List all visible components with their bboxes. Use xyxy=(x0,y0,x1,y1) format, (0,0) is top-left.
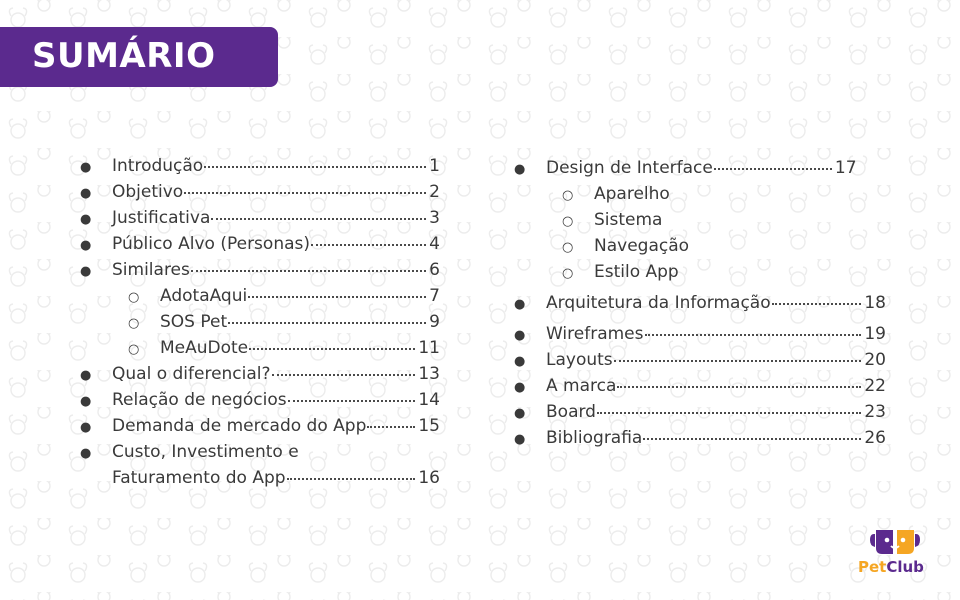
dot-leader xyxy=(228,322,426,324)
dot-leader xyxy=(614,360,862,362)
toc-item-similares[interactable] xyxy=(80,257,440,283)
dot-leader xyxy=(248,296,426,298)
toc-item-layouts[interactable] xyxy=(514,347,886,373)
bullet-icon: ● xyxy=(80,420,92,435)
toc-item-label: Wireframes xyxy=(546,324,644,344)
bullet-icon: ● xyxy=(80,212,92,227)
toc-item-objetivo[interactable] xyxy=(80,179,440,205)
dot-leader xyxy=(367,426,415,428)
dot-leader xyxy=(311,244,426,246)
toc-item-label: Aparelho xyxy=(594,184,670,204)
sub-bullet-icon: ○ xyxy=(128,290,140,305)
dot-leader xyxy=(772,303,862,305)
toc-item-introducao[interactable] xyxy=(80,153,440,179)
sub-bullet-icon: ○ xyxy=(562,214,574,229)
bullet-icon: ● xyxy=(514,354,526,369)
dot-leader xyxy=(204,166,426,168)
dot-leader xyxy=(288,400,416,402)
toc-item-label: Demanda de mercado do App xyxy=(112,416,367,436)
toc-page-number: 13 xyxy=(418,364,440,384)
toc-page-number: 22 xyxy=(864,376,886,396)
toc-item-a-marca[interactable] xyxy=(514,373,886,399)
title-banner xyxy=(0,27,278,87)
bullet-icon: ● xyxy=(80,264,92,279)
toc-page-number: 20 xyxy=(864,350,886,370)
toc-item-publico-alvo[interactable] xyxy=(80,231,440,257)
toc-page-number: 6 xyxy=(429,260,440,280)
toc-item-label: AdotaAqui xyxy=(160,286,248,306)
toc-item-label: Estilo App xyxy=(594,262,679,282)
toc-page-number: 19 xyxy=(864,324,886,344)
toc-item-label: Design de Interface xyxy=(546,158,713,178)
toc-item-label: A marca xyxy=(546,376,617,396)
toc-subitem-aparelho[interactable] xyxy=(514,181,886,207)
page-title: SUMÁRIO xyxy=(32,36,216,76)
toc-subitem-estilo-app[interactable] xyxy=(514,259,886,285)
toc-item-label: SOS Pet xyxy=(160,312,228,332)
dot-leader xyxy=(287,478,416,480)
bullet-icon: ● xyxy=(514,328,526,343)
toc-item-label: Qual o diferencial? xyxy=(112,364,271,384)
toc-page-number: 1 xyxy=(429,156,440,176)
brand-logo-text xyxy=(858,558,924,576)
toc-item-label: Objetivo xyxy=(112,182,184,202)
sub-bullet-icon: ○ xyxy=(562,240,574,255)
dot-leader xyxy=(184,192,426,194)
toc-item-label: Justificativa xyxy=(112,208,211,228)
toc-subitem-sos-pet[interactable] xyxy=(80,309,440,335)
sub-bullet-icon: ○ xyxy=(562,266,574,281)
toc-page-number: 17 xyxy=(834,158,857,178)
dot-leader xyxy=(272,374,416,376)
bullet-icon: ● xyxy=(514,380,526,395)
toc-item-arquitetura[interactable] xyxy=(514,290,886,316)
bullet-icon: ● xyxy=(80,394,92,409)
bullet-icon: ● xyxy=(80,238,92,253)
toc-item-label: Bibliografia xyxy=(546,428,643,448)
dot-leader xyxy=(714,168,832,170)
logo-text-pet: Pet xyxy=(858,558,887,576)
toc-subitem-adotaaqui[interactable] xyxy=(80,283,440,309)
dot-leader xyxy=(643,438,861,440)
toc-page-number: 18 xyxy=(864,293,886,313)
sub-bullet-icon: ○ xyxy=(128,342,140,357)
toc-page-number: 11 xyxy=(418,338,440,358)
toc-subitem-meaudote[interactable] xyxy=(80,335,440,361)
toc-item-diferencial[interactable] xyxy=(80,361,440,387)
dot-leader xyxy=(249,348,415,350)
bullet-icon: ● xyxy=(80,368,92,383)
toc-item-wireframes[interactable] xyxy=(514,321,886,347)
toc-page-number: 4 xyxy=(429,234,440,254)
bullet-icon: ● xyxy=(80,160,92,175)
toc-page-number: 16 xyxy=(418,468,440,488)
toc-item-label: Similares xyxy=(112,260,190,280)
toc-subitem-sistema[interactable] xyxy=(514,207,886,233)
toc-item-label: Arquitetura da Informação xyxy=(546,293,771,313)
toc-right-column xyxy=(514,155,886,451)
sub-bullet-icon: ○ xyxy=(562,188,574,203)
toc-item-label: Board xyxy=(546,402,596,422)
toc-item-label: Público Alvo (Personas) xyxy=(112,234,310,254)
toc-item-label-line2: Faturamento do App xyxy=(112,468,286,488)
toc-item-design-interface[interactable] xyxy=(514,155,886,181)
bullet-icon: ● xyxy=(514,406,526,421)
bullet-icon: ● xyxy=(514,297,526,312)
toc-page-number: 23 xyxy=(864,402,886,422)
toc-item-label: MeAuDote xyxy=(160,338,249,358)
toc-item-relacao-negocios[interactable] xyxy=(80,387,440,413)
toc-page-number: 14 xyxy=(418,390,440,410)
toc-left-column xyxy=(80,153,440,491)
dot-leader xyxy=(617,386,861,388)
toc-page-number: 15 xyxy=(418,416,440,436)
toc-page-number: 3 xyxy=(429,208,440,228)
dot-leader xyxy=(597,412,861,414)
toc-item-label: Relação de negócios xyxy=(112,390,287,410)
bullet-icon: ● xyxy=(514,432,526,447)
toc-subitem-navegacao[interactable] xyxy=(514,233,886,259)
bullet-icon: ● xyxy=(80,186,92,201)
logo-text-club: Club xyxy=(886,558,924,576)
dot-leader xyxy=(191,270,426,272)
toc-page-number: 2 xyxy=(429,182,440,202)
toc-page-number: 9 xyxy=(429,312,440,332)
toc-item-board[interactable] xyxy=(514,399,886,425)
toc-item-custo-investimento[interactable] xyxy=(80,439,440,491)
toc-item-justificativa[interactable] xyxy=(80,205,440,231)
bullet-icon: ● xyxy=(514,162,526,177)
toc-page-number: 7 xyxy=(429,286,440,306)
toc-page-number: 26 xyxy=(864,428,886,448)
toc-item-label: Sistema xyxy=(594,210,663,230)
toc-item-label-line1: Custo, Investimento e xyxy=(112,442,299,462)
toc-item-label: Navegação xyxy=(594,236,690,256)
toc-item-label: Introdução xyxy=(112,156,204,176)
toc-item-bibliografia[interactable] xyxy=(514,425,886,451)
sub-bullet-icon: ○ xyxy=(128,316,140,331)
bullet-icon: ● xyxy=(80,446,92,461)
dot-leader xyxy=(645,334,862,336)
toc-item-demanda-mercado[interactable] xyxy=(80,413,440,439)
dot-leader xyxy=(211,218,426,220)
toc-item-label: Layouts xyxy=(546,350,613,370)
